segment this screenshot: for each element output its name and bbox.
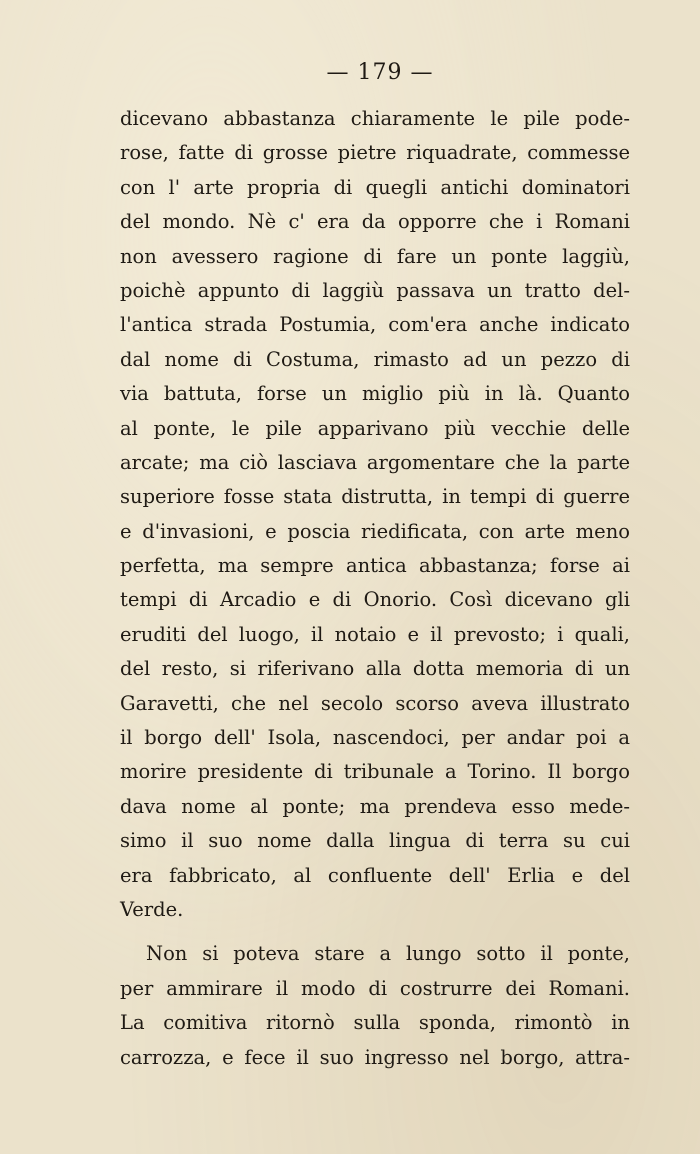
text-line: arcate; ma ciò lasciava argomentare che la parte bbox=[120, 450, 630, 474]
text-line: Non si poteva stare a lungo sotto il ponte, bbox=[146, 942, 630, 966]
text-line: del resto, si riferivano alla dotta memoria di un bbox=[120, 657, 630, 681]
text-line: simo il suo nome dalla lingua di terra su cui bbox=[120, 829, 630, 853]
text-line: morire presidente di tribunale a Torino. Il borgo bbox=[120, 760, 630, 784]
text-line: l'antica strada Postumia, com'era anche indicato bbox=[120, 313, 630, 337]
text-line: La comitiva ritornò sulla sponda, rimontò in bbox=[120, 1011, 630, 1035]
text-line: rose, fatte di grosse pietre riquadrate, commesse bbox=[120, 141, 630, 165]
text-line: del mondo. Nè c' era da opporre che i Romani bbox=[120, 210, 630, 234]
body-text bbox=[120, 102, 630, 1075]
text-line: per ammirare il modo di costrurre dei Romani. bbox=[120, 976, 630, 1000]
paragraph-2 bbox=[120, 937, 630, 1075]
text-line: poichè appunto di laggiù passava un tratto del- bbox=[120, 278, 630, 302]
text-line: tempi di Arcadio e di Onorio. Così dicevano gli bbox=[120, 588, 630, 612]
text-line: via battuta, forse un miglio più in là. Quanto bbox=[120, 382, 630, 406]
text-line: il borgo dell' Isola, nascendoci, per andar poi a bbox=[120, 726, 630, 750]
text-line: dal nome di Costuma, rimasto ad un pezzo di bbox=[120, 347, 630, 371]
text-line: al ponte, le pile apparivano più vecchie delle bbox=[120, 416, 630, 440]
text-line: dicevano abbastanza chiaramente le pile pode- bbox=[120, 107, 630, 130]
text-line: eruditi del luogo, il notaio e il prevosto; i quali, bbox=[120, 622, 630, 646]
text-line: dava nome al ponte; ma prendeva esso mede- bbox=[120, 794, 630, 818]
text-line: carrozza, e fece il suo ingresso nel borgo, attra- bbox=[120, 1045, 630, 1069]
text-line: superiore fosse stata distrutta, in tempi di guerre bbox=[120, 485, 630, 509]
text-line: con l' arte propria di quegli antichi dominatori bbox=[120, 175, 630, 199]
text-line: e d'invasioni, e poscia riedificata, con arte meno bbox=[120, 519, 630, 543]
paragraph-1 bbox=[120, 102, 630, 927]
paragraph-gap bbox=[120, 927, 630, 937]
text-line: era fabbricato, al confluente dell' Erlia e del bbox=[120, 863, 630, 887]
text-line: perfetta, ma sempre antica abbastanza; forse ai bbox=[120, 554, 630, 578]
page-number: — 179 — bbox=[326, 60, 434, 85]
text-line: Garavetti, che nel secolo scorso aveva illustrato bbox=[120, 691, 630, 715]
text-line: Verde. bbox=[120, 897, 184, 921]
text-line: non avessero ragione di fare un ponte laggiù, bbox=[120, 244, 630, 268]
